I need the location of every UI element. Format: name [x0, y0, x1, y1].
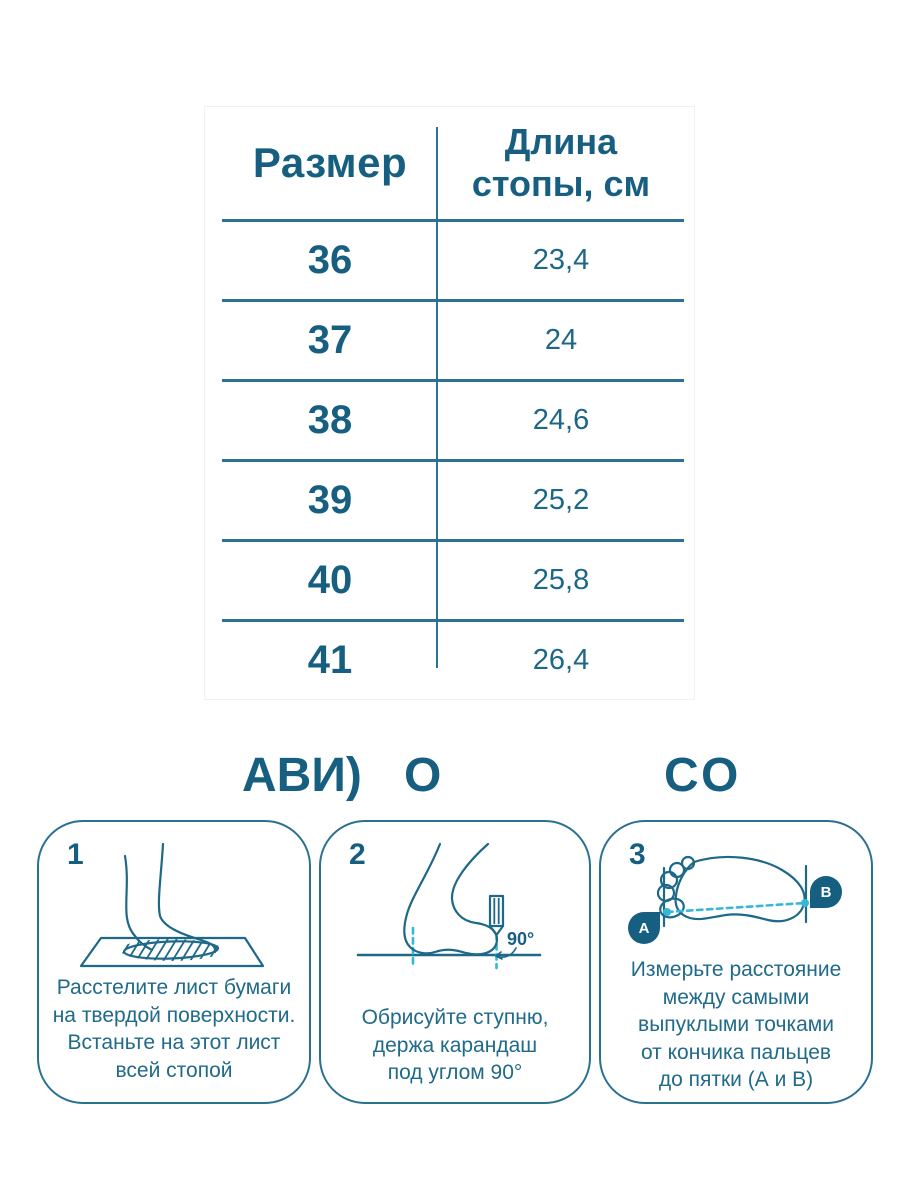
caption-line: до пятки (А и В)	[658, 1068, 814, 1091]
caption-line: на твердой поверхности.	[52, 1003, 296, 1027]
caption-line: Измерьте расстояние	[630, 958, 842, 981]
foot-top-outline	[676, 857, 805, 921]
faded-section-heading	[0, 750, 900, 806]
point-a-dot	[663, 908, 671, 916]
size-value: 38	[307, 398, 353, 442]
col-header-foot-length-line2: стопы, см	[471, 163, 651, 204]
table-row	[222, 462, 684, 542]
col-header-foot-length-line1: Длина	[504, 120, 618, 162]
pencil-icon	[490, 896, 503, 935]
size-value: 39	[307, 478, 353, 522]
point-a-badge	[628, 912, 660, 944]
col-header-size: Размер	[252, 139, 408, 186]
caption-line: Расстелите лист бумаги	[56, 976, 292, 999]
length-value: 26,4	[532, 644, 590, 676]
leg-front-line	[159, 844, 215, 952]
svg-text:B: B	[820, 884, 832, 901]
table-row	[222, 542, 684, 622]
size-value: 36	[307, 238, 353, 282]
table-row	[222, 222, 684, 302]
step-card-3	[599, 820, 873, 1104]
length-value: 24	[544, 324, 578, 356]
length-value: 24,6	[532, 404, 590, 436]
length-value: 25,8	[532, 564, 590, 596]
caption-line: держа карандаш	[372, 1033, 538, 1057]
table-row	[222, 382, 684, 462]
foot-profile-outline	[404, 844, 497, 954]
heading-fragment: О	[404, 749, 442, 802]
step-caption	[39, 974, 309, 1084]
step-caption	[601, 956, 871, 1094]
caption-line: всей стопой	[115, 1058, 233, 1082]
trace-foot-illustration	[340, 842, 570, 982]
point-b-badge	[810, 876, 842, 908]
col-header-foot-length	[438, 121, 684, 206]
leg-back-line	[125, 856, 152, 950]
step-number: 1	[67, 838, 84, 871]
size-table-card	[204, 106, 695, 700]
step-card-1	[37, 820, 311, 1104]
table-row	[222, 622, 684, 699]
step-number: 3	[629, 838, 646, 871]
heading-fragment: О	[701, 749, 739, 802]
svg-text:A: A	[638, 920, 650, 937]
angle-label: 90°	[507, 929, 535, 949]
length-value: 25,2	[532, 484, 590, 516]
caption-line: между самыми	[662, 985, 810, 1009]
size-table	[222, 107, 684, 699]
point-b-dot	[801, 899, 809, 907]
table-header-row	[222, 107, 684, 222]
length-value: 23,4	[532, 244, 590, 276]
caption-line: под углом 90°	[387, 1061, 523, 1084]
angle-arrow-icon	[496, 948, 516, 959]
foot-on-paper-illustration	[59, 842, 289, 972]
heading-fragment: АВИ)	[242, 749, 362, 802]
caption-line: от кончика пальцев	[640, 1040, 832, 1064]
step-caption	[321, 1004, 589, 1087]
caption-line: Обрисуйте ступню,	[361, 1006, 549, 1029]
measurement-dashed-line	[667, 903, 805, 912]
size-value: 41	[307, 638, 353, 682]
size-value: 37	[307, 318, 353, 362]
caption-line: Встаньте на этот лист	[67, 1031, 281, 1054]
step-number: 2	[349, 838, 366, 871]
caption-line: выпуклыми точками	[638, 1013, 834, 1036]
size-value: 40	[307, 558, 353, 602]
heading-fragment: С	[664, 749, 699, 802]
step-card-2	[319, 820, 591, 1104]
table-row	[222, 302, 684, 382]
table-column-divider	[436, 127, 438, 668]
